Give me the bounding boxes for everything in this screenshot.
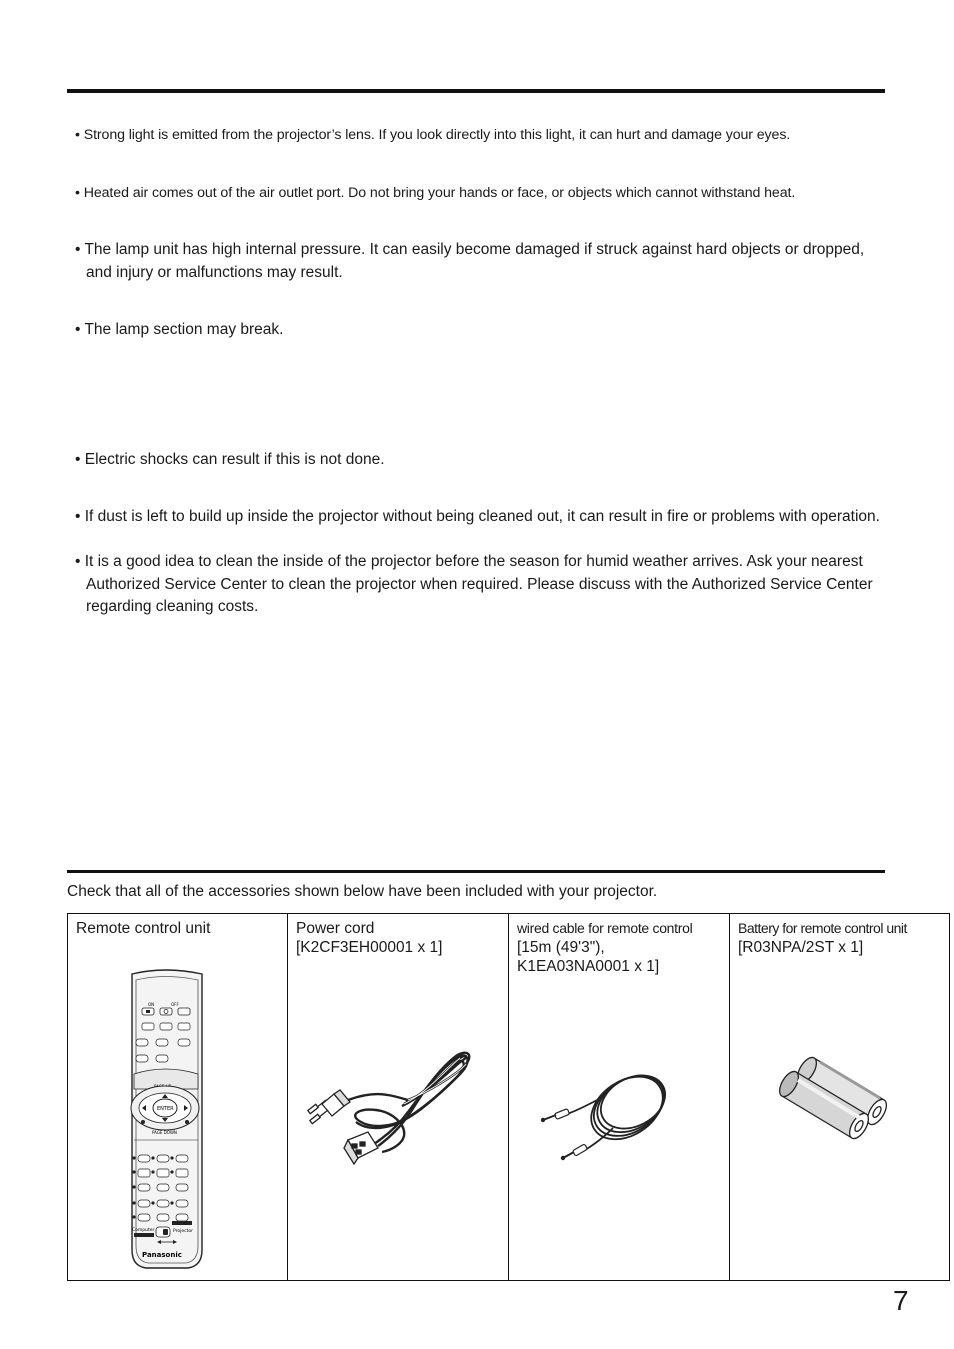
remote-control-illustration xyxy=(68,914,271,1280)
accessories-intro: Check that all of the accessories shown below have been included with your projector. xyxy=(67,883,658,900)
accessory-name-remote: Remote control unit xyxy=(76,920,211,937)
warning-heated-air: • Heated air comes out of the air outlet port. Do not bring your hands or face, or objects which cannot withstand heat. xyxy=(75,185,796,201)
battery-illustration xyxy=(730,914,933,1280)
warning-lens-light: • Strong light is emitted from the projector’s lens. If you look directly into this light, it can hurt and damage your eyes. xyxy=(75,127,791,143)
accessories-section-rule xyxy=(67,870,885,873)
page-number: 7 xyxy=(893,1285,909,1316)
warning-dust: • If dust is left to build up inside the projector without being cleaned out, it can result in fire or problems with operation. xyxy=(75,508,880,525)
accessories-table xyxy=(67,913,950,1281)
remote-on-label: ON xyxy=(148,1002,155,1007)
remote-projector-label: Projector xyxy=(173,1229,193,1234)
accessory-cell-wired-cable xyxy=(509,914,730,1281)
accessory-detail-wired-cable-part: K1EA03NA0001 x 1] xyxy=(517,958,660,975)
top-section-rule xyxy=(67,89,885,93)
accessory-name-battery: Battery for remote control unit xyxy=(738,920,907,936)
power-cord-illustration xyxy=(288,914,492,1280)
accessory-name-wired-cable: wired cable for remote control xyxy=(517,920,693,936)
accessory-detail-power-cord: [K2CF3EH00001 x 1] xyxy=(296,939,443,956)
remote-brand-logo: Panasonic xyxy=(142,1251,182,1259)
accessory-detail-battery: [R03NPA/2ST x 1] xyxy=(738,939,864,956)
accessory-detail-wired-cable-length: [15m (49'3"), xyxy=(517,939,605,956)
remote-computer-label: Computer xyxy=(132,1228,155,1233)
accessory-cell-battery xyxy=(730,914,950,1281)
remote-enter-label: ENTER xyxy=(157,1106,174,1112)
wired-cable-illustration xyxy=(509,914,713,1280)
warning-electric-shock: • Electric shocks can result if this is not done. xyxy=(75,451,385,468)
remote-off-label: OFF xyxy=(171,1002,179,1007)
warning-lamp-pressure: • The lamp unit has high internal pressure. It can easily become damaged if struck against hard objects or dropped, and injury or malfunctions may result. xyxy=(75,241,865,281)
warning-cleaning: • It is a good idea to clean the inside of the projector before the season for humid weather arrives. Ask your nearest Authorized Service Center to clean the projector when required. Please discuss with the Authorized Service Center regarding cleaning costs. xyxy=(75,553,873,615)
accessory-name-power-cord: Power cord xyxy=(296,920,375,937)
warning-lamp-break: • The lamp section may break. xyxy=(75,321,284,338)
remote-page-down-label: PAGE DOWN xyxy=(152,1130,177,1135)
accessory-cell-power-cord xyxy=(288,914,509,1281)
accessory-cell-remote xyxy=(68,914,288,1281)
